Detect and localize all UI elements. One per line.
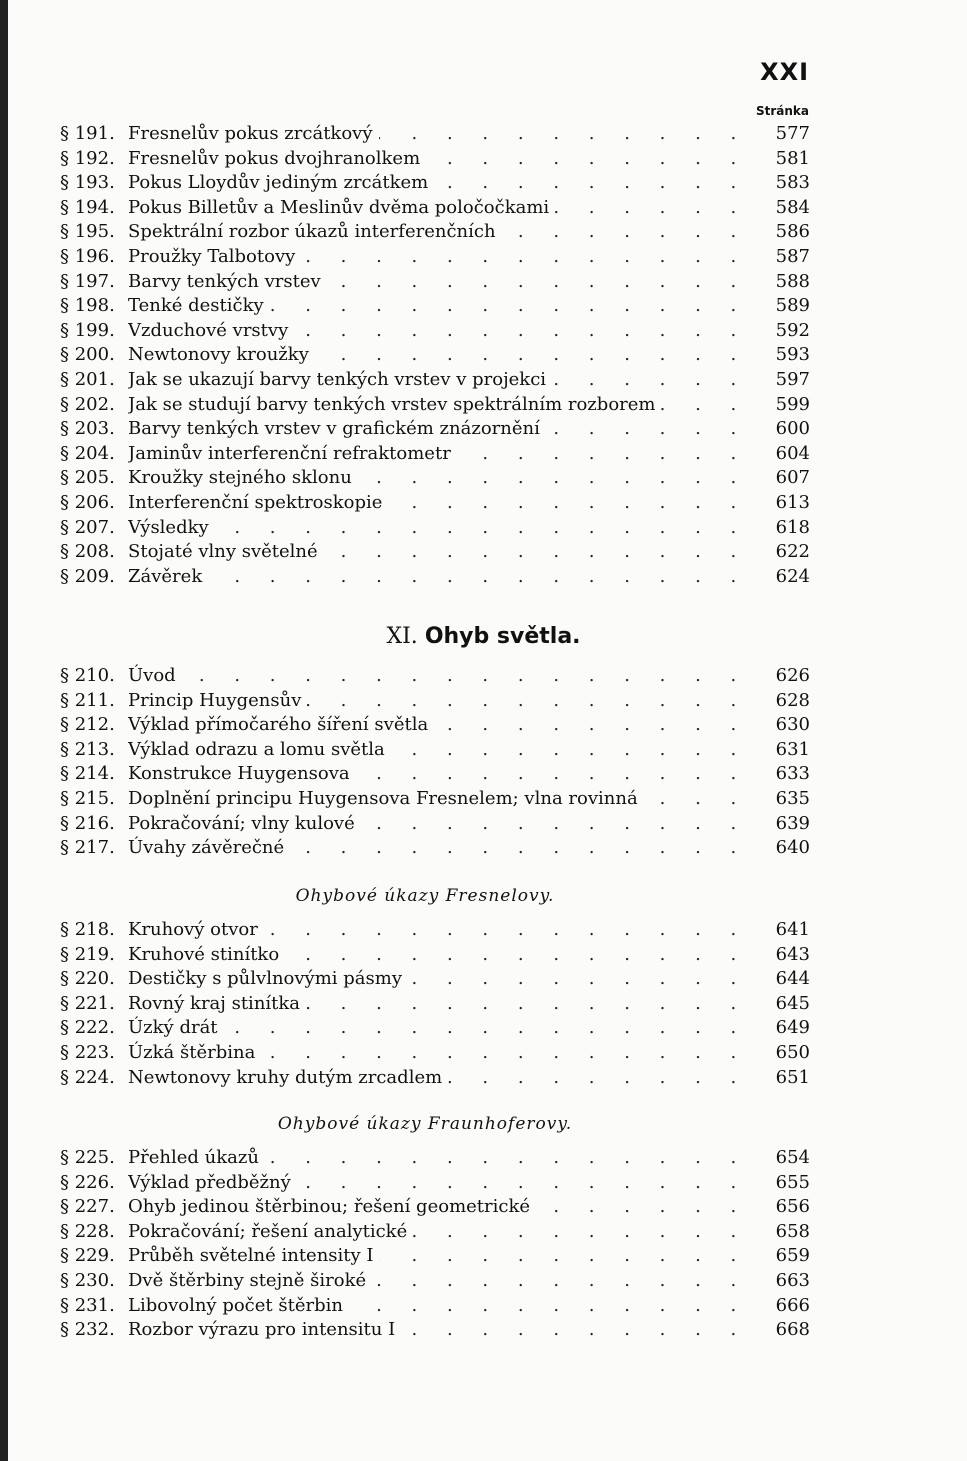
toc-entry <box>60 171 810 196</box>
toc-entry <box>60 368 810 393</box>
toc-entry <box>60 918 810 943</box>
toc-title-text: Výklad předběžný <box>128 1172 297 1193</box>
toc-section-number: § 203. <box>60 418 115 440</box>
toc-title-text: Jak se studují barvy tenkých vrstev spektrálním rozborem <box>128 394 661 415</box>
toc-title-text: Interferenční spektroskopie <box>128 492 388 513</box>
toc-entry <box>60 1195 810 1220</box>
toc-title-text: Rozbor výrazu pro intensitu I <box>128 1319 401 1340</box>
toc-section-number: § 223. <box>60 1041 115 1063</box>
toc-title-text: Kruhové stinítko <box>128 944 285 965</box>
toc-page-number: 584 <box>775 196 810 218</box>
toc-title-text: Pokračování; vlny kulové <box>128 813 361 834</box>
toc-title-text: Závěrek <box>128 566 208 587</box>
toc-title <box>128 1294 750 1319</box>
toc-entry <box>60 196 810 221</box>
toc-title <box>128 762 750 787</box>
toc-entry <box>60 1220 810 1245</box>
toc-title-text: Barvy tenkých vrstev <box>128 271 327 292</box>
toc-group-interference <box>60 122 810 589</box>
toc-title <box>128 689 750 714</box>
toc-entry <box>60 1146 810 1171</box>
toc-title-text: Rovný kraj stinítka <box>128 993 306 1014</box>
toc-title-text: Pokus Billetův a Meslinův dvěma poločočkami <box>128 197 555 218</box>
toc-section-number: § 210. <box>60 665 115 686</box>
toc-title-text: Tenké destičky <box>128 295 270 316</box>
toc-group-fraunhofer <box>60 1146 810 1343</box>
toc-title <box>128 1195 750 1220</box>
toc-section-number: § 221. <box>60 992 115 1014</box>
toc-section-number: § 226. <box>60 1171 115 1193</box>
toc-title-text: Kroužky stejného sklonu <box>128 467 358 488</box>
toc-page-number: 633 <box>775 763 810 785</box>
toc-entry <box>60 738 810 763</box>
page-edge <box>0 0 8 1461</box>
toc-entry <box>60 1294 810 1319</box>
toc-title-text: Úzký drát <box>128 1017 224 1038</box>
toc-title <box>128 196 750 221</box>
toc-section-number: § 232. <box>60 1319 115 1341</box>
toc-entry <box>60 516 810 541</box>
toc-title <box>128 1041 750 1066</box>
toc-entry <box>60 943 810 968</box>
toc-section-number: § 211. <box>60 689 115 711</box>
toc-page-number: 626 <box>775 665 810 686</box>
toc-title <box>128 270 750 295</box>
toc-title <box>128 540 750 565</box>
toc-title <box>128 943 750 968</box>
toc-title <box>128 147 750 172</box>
toc-page-number: 624 <box>775 565 810 587</box>
toc-title <box>128 442 750 467</box>
toc-page-number: 589 <box>775 295 810 317</box>
toc-entry <box>60 393 810 418</box>
toc-title <box>128 1171 750 1196</box>
toc-title-text: Průběh světelné intensity I <box>128 1245 380 1266</box>
toc-section-number: § 215. <box>60 787 115 809</box>
toc-title <box>128 664 750 689</box>
toc-entry <box>60 664 810 689</box>
column-label: Stránka <box>755 104 809 118</box>
toc-section-number: § 209. <box>60 565 115 587</box>
toc-title-text: Pokračování; řešení analytické <box>128 1221 413 1242</box>
toc-section-number: § 220. <box>60 968 115 990</box>
toc-title-text: Ohyb jedinou štěrbinou; řešení geometrické <box>128 1196 536 1217</box>
toc-section-number: § 216. <box>60 812 115 834</box>
toc-title-text: Výklad přímočarého šíření světla <box>128 714 434 735</box>
toc-section-number: § 197. <box>60 270 115 292</box>
toc-section-number: § 191. <box>60 123 115 144</box>
toc-section-number: § 202. <box>60 393 115 415</box>
toc-title-text: Proužky Talbotovy <box>128 246 301 267</box>
toc-entry <box>60 992 810 1017</box>
toc-entry <box>60 294 810 319</box>
toc-page-number: 668 <box>775 1319 810 1341</box>
toc-title <box>128 466 750 491</box>
toc-title-text: Výsledky <box>128 517 215 538</box>
toc-page-number: 645 <box>775 992 810 1014</box>
toc-entry <box>60 762 810 787</box>
toc-entry <box>60 220 810 245</box>
toc-title <box>128 812 750 837</box>
toc-page-number: 597 <box>775 368 810 390</box>
toc-group-diffraction-intro <box>60 664 810 861</box>
toc-section-number: § 218. <box>60 919 115 940</box>
toc-entry <box>60 565 810 590</box>
toc-title <box>128 713 750 738</box>
toc-section-number: § 212. <box>60 714 115 736</box>
toc-title <box>128 992 750 1017</box>
toc-section-number: § 199. <box>60 319 115 341</box>
toc-page-number: 586 <box>775 221 810 243</box>
toc-page-number: 628 <box>775 689 810 711</box>
toc-section-number: § 208. <box>60 541 115 563</box>
toc-title <box>128 417 750 442</box>
toc-entry <box>60 1016 810 1041</box>
toc-section-number: § 213. <box>60 738 115 760</box>
toc-page-number: 618 <box>775 516 810 538</box>
toc-page-number: 663 <box>775 1269 810 1291</box>
toc-entry <box>60 540 810 565</box>
page-number: XXI <box>760 58 809 86</box>
toc-entry <box>60 836 810 861</box>
toc-entry <box>60 442 810 467</box>
chapter-heading <box>0 624 967 649</box>
toc-page-number: 649 <box>775 1017 810 1039</box>
toc-page-number: 644 <box>775 968 810 990</box>
toc-page-number: 622 <box>775 541 810 563</box>
toc-title <box>128 1066 750 1091</box>
toc-section-number: § 206. <box>60 491 115 513</box>
toc-title <box>128 1269 750 1294</box>
toc-title-text: Newtonovy kruhy dutým zrcadlem <box>128 1067 448 1088</box>
toc-entry <box>60 466 810 491</box>
toc-title-text: Libovolný počet štěrbin <box>128 1295 349 1316</box>
toc-title-text: Úzká štěrbina <box>128 1042 261 1063</box>
toc-title-text: Newtonovy kroužky <box>128 344 315 365</box>
toc-title-text: Výklad odrazu a lomu světla <box>128 739 391 760</box>
toc-section-number: § 225. <box>60 1147 115 1168</box>
toc-title <box>128 1318 750 1343</box>
toc-section-number: § 195. <box>60 221 115 243</box>
toc-page-number: 599 <box>775 393 810 415</box>
toc-page-number: 651 <box>775 1066 810 1088</box>
toc-page-number: 581 <box>775 147 810 169</box>
toc-section-number: § 214. <box>60 763 115 785</box>
toc-title-text: Dvě štěrbiny stejně široké <box>128 1270 372 1291</box>
subheading-fresnel: Ohybové úkazy Fresnelovy. <box>295 886 555 906</box>
toc-page-number: 658 <box>775 1220 810 1242</box>
toc-page-number: 600 <box>775 418 810 440</box>
toc-section-number: § 201. <box>60 368 115 390</box>
toc-title <box>128 220 750 245</box>
toc-section-number: § 193. <box>60 172 115 194</box>
toc-title <box>128 368 750 393</box>
toc-entry <box>60 147 810 172</box>
toc-title <box>128 787 750 812</box>
toc-title <box>128 836 750 861</box>
toc-title-text: Stojaté vlny světelné <box>128 541 324 562</box>
toc-title <box>128 245 750 270</box>
toc-title <box>128 1016 750 1041</box>
toc-page-number: 654 <box>775 1147 810 1168</box>
toc-title <box>128 171 750 196</box>
toc-group-fresnel <box>60 918 810 1090</box>
toc-title <box>128 491 750 516</box>
toc-title <box>128 738 750 763</box>
toc-page-number: 656 <box>775 1196 810 1218</box>
toc-title <box>128 294 750 319</box>
toc-title <box>128 967 750 992</box>
toc-page-number: 655 <box>775 1171 810 1193</box>
toc-page-number: 631 <box>775 738 810 760</box>
toc-section-number: § 217. <box>60 837 115 859</box>
toc-entry <box>60 812 810 837</box>
toc-entry <box>60 1269 810 1294</box>
toc-page-number: 588 <box>775 270 810 292</box>
toc-page-number: 643 <box>775 943 810 965</box>
toc-entry <box>60 122 810 147</box>
toc-section-number: § 219. <box>60 943 115 965</box>
toc-title-text: Destičky s půlvlnovými pásmy <box>128 968 408 989</box>
toc-section-number: § 227. <box>60 1196 115 1218</box>
toc-title-text: Úvod <box>128 665 182 686</box>
toc-page-number: 583 <box>775 172 810 194</box>
toc-page-number: 587 <box>775 245 810 267</box>
toc-title-text: Fresnelův pokus zrcátkový <box>128 123 379 144</box>
toc-title <box>128 918 750 943</box>
toc-page-number: 592 <box>775 319 810 341</box>
toc-section-number: § 200. <box>60 344 115 366</box>
toc-title-text: Úvahy závěrečné <box>128 837 290 858</box>
toc-title-text: Jak se ukazují barvy tenkých vrstev v projekci <box>128 369 552 390</box>
toc-title <box>128 393 750 418</box>
toc-page-number: 650 <box>775 1041 810 1063</box>
toc-title-text: Barvy tenkých vrstev v grafickém znázornění <box>128 418 546 439</box>
toc-section-number: § 198. <box>60 295 115 317</box>
toc-title-text: Spektrální rozbor úkazů interferenčních <box>128 221 502 242</box>
toc-section-number: § 231. <box>60 1294 115 1316</box>
toc-section-number: § 207. <box>60 516 115 538</box>
toc-title-text: Jaminův interferenční refraktometr <box>128 443 457 464</box>
toc-title <box>128 1220 750 1245</box>
toc-page-number: 639 <box>775 812 810 834</box>
toc-page-number: 666 <box>775 1294 810 1316</box>
toc-page-number: 630 <box>775 714 810 736</box>
toc-title <box>128 319 750 344</box>
toc-section-number: § 229. <box>60 1245 115 1267</box>
toc-section-number: § 224. <box>60 1066 115 1088</box>
toc-page-number: 613 <box>775 491 810 513</box>
toc-entry <box>60 270 810 295</box>
toc-page-number: 659 <box>775 1245 810 1267</box>
toc-entry <box>60 343 810 368</box>
toc-section-number: § 205. <box>60 467 115 489</box>
toc-entry <box>60 491 810 516</box>
toc-title-text: Princip Huygensův <box>128 690 307 711</box>
toc-page-number: 641 <box>775 919 810 940</box>
toc-section-number: § 194. <box>60 196 115 218</box>
toc-page-number: 607 <box>775 467 810 489</box>
toc-page-number: 604 <box>775 442 810 464</box>
toc-section-number: § 196. <box>60 245 115 267</box>
toc-page-number: 593 <box>775 344 810 366</box>
toc-page-number: 635 <box>775 787 810 809</box>
toc-section-number: § 230. <box>60 1269 115 1291</box>
toc-title <box>128 1146 750 1171</box>
toc-page-number: 640 <box>775 837 810 859</box>
toc-title <box>128 343 750 368</box>
toc-section-number: § 204. <box>60 442 115 464</box>
toc-entry <box>60 245 810 270</box>
toc-title-text: Vzduchové vrstvy <box>128 320 294 341</box>
toc-page-number: 577 <box>775 123 810 144</box>
toc-title-text: Fresnelův pokus dvojhranolkem <box>128 148 426 169</box>
toc-entry <box>60 713 810 738</box>
toc-entry <box>60 1318 810 1343</box>
toc-section-number: § 228. <box>60 1220 115 1242</box>
toc-entry <box>60 787 810 812</box>
toc-title-text: Doplnění principu Huygensova Fresnelem; vlna rovinná <box>128 788 644 809</box>
toc-title <box>128 565 750 590</box>
toc-title <box>128 1244 750 1269</box>
toc-entry <box>60 1171 810 1196</box>
toc-entry <box>60 967 810 992</box>
toc-entry <box>60 319 810 344</box>
toc-title <box>128 122 750 147</box>
toc-title-text: Kruhový otvor <box>128 919 264 940</box>
toc-section-number: § 192. <box>60 147 115 169</box>
toc-entry <box>60 417 810 442</box>
toc-title-text: Přehled úkazů <box>128 1147 265 1168</box>
toc-section-number: § 222. <box>60 1017 115 1039</box>
toc-title-text: Pokus Lloydův jediným zrcátkem <box>128 172 434 193</box>
chapter-title: Ohyb světla. <box>424 624 581 649</box>
toc-entry <box>60 1066 810 1091</box>
toc-entry <box>60 689 810 714</box>
toc-title-text: Konstrukce Huygensova <box>128 763 356 784</box>
toc-title <box>128 516 750 541</box>
subheading-fraunhofer: Ohybové úkazy Fraunhoferovy. <box>277 1114 573 1134</box>
toc-entry <box>60 1244 810 1269</box>
toc-entry <box>60 1041 810 1066</box>
chapter-number: XI. <box>386 624 418 649</box>
